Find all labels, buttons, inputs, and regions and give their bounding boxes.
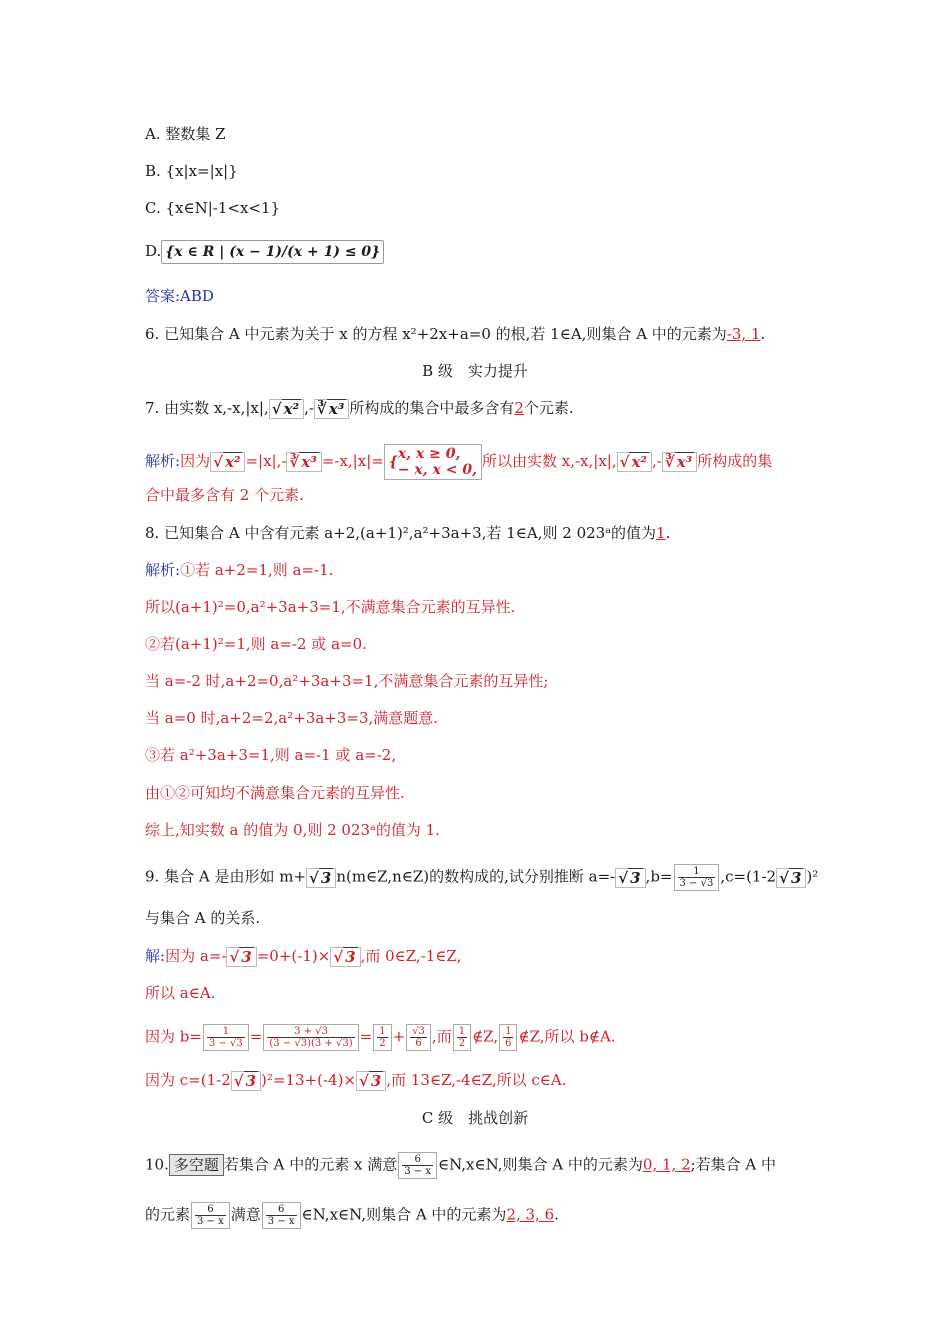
sol9-f3-den: 2 (379, 1038, 386, 1049)
sol9-sqrt2-rad: 3 (345, 948, 356, 966)
sol9-sqrt4: √ 3 (356, 1071, 386, 1091)
question-8 (145, 522, 670, 544)
solution-8-line4: 当 a=-2 时,a+2=0,a²+3a+3=1,不满意集合元素的互异性; (145, 672, 549, 690)
q10-l2-mid2: ∈N,x∈N,则集合 A 中的元素为 (301, 1205, 507, 1224)
q10-mid: ∈N,x∈N,则集合 A 中的元素为 (438, 1155, 643, 1174)
sol9-sqrt3-rad: 3 (245, 1072, 257, 1090)
sol9-f3-num: 1 (379, 1026, 386, 1037)
q10-frac2 (191, 1202, 230, 1229)
solution-9-line1 (145, 945, 461, 967)
q10-f2-num: 6 (195, 1204, 226, 1216)
solution-8-line1 (145, 559, 333, 581)
q10-pre: 若集合 A 中的元素 x 满意 (223, 1155, 398, 1174)
q9-mid2: ,b= (645, 867, 673, 886)
sol9-l3-mid: ,而 (431, 1027, 452, 1046)
sol9-f5-den: 2 (458, 1038, 466, 1049)
q10-frac1 (398, 1152, 437, 1179)
q9-sqrt1: √ 3 (306, 868, 336, 888)
sol9-f5-num: 1 (458, 1026, 466, 1037)
sol9-l3-post: ∉Z,所以 b∉A. (518, 1027, 616, 1046)
q10-frac3 (262, 1202, 301, 1229)
sol7-piece1: x, x ≥ 0, (397, 446, 461, 462)
q9-post: ,c=(1-2 (720, 867, 777, 886)
q6-end: . (760, 325, 766, 343)
sol9-f1-den: 3 − √3 (208, 1038, 243, 1049)
sol7-mid2: =-x,|x|= (321, 452, 384, 470)
q6-text: 6. 已知集合 A 中元素为关于 x 的方程 x²+2x+a=0 的根,若 1∈A,则集合 A 中的元素为 (145, 325, 727, 343)
sol7-mid: =|x|,- (245, 452, 287, 470)
question-6 (145, 323, 765, 345)
q7-sqrt: √ x² (269, 399, 304, 419)
q9-frac-den: 3 − √3 (679, 878, 714, 889)
sol9-l3-mid2: ∉Z, (472, 1027, 499, 1046)
sol7-sqrt-rad: x² (224, 453, 241, 471)
sol7-piecewise: { x, x ≥ 0, − x, x < 0, (384, 444, 482, 480)
q10-f3-den: 3 − x (267, 1216, 295, 1227)
q9-pre: 9. 集合 A 是由形如 m+ (145, 867, 307, 886)
sol9-pre: 因为 a=- (165, 947, 227, 965)
sol9-frac4 (406, 1024, 431, 1051)
sol7-cbrt-rad: x³ (301, 453, 317, 471)
q10-f3-num: 6 (266, 1204, 297, 1216)
sol8-l1: ①若 a+2=1,则 a=-1. (180, 561, 334, 579)
q10-l2-pre: 的元素 (145, 1205, 191, 1224)
q9-mid: n(m∈Z,n∈Z)的数构成的,试分别推断 a=- (336, 867, 616, 886)
sol9-sqrt3: √ 3 (231, 1071, 261, 1091)
option-a: A. 整数集 Z (145, 125, 226, 143)
q9-sqrt2-rad: 3 (630, 868, 641, 887)
level-c-heading: C 级 挑战创新 (421, 1109, 529, 1127)
q9-frac-num: 1 (678, 866, 716, 878)
q7-sqrt-rad: x² (283, 400, 300, 418)
option-c: C. {x∈N|-1<x<1} (145, 199, 281, 217)
sol7-cbrt: ∛ x³ (286, 452, 321, 472)
sol7-post: 所以由实数 x,-x,|x|, (481, 452, 617, 470)
sol9-sqrt4-rad: 3 (370, 1072, 382, 1090)
sol7-sqrt: √ x² (210, 452, 245, 472)
sol9-label: 解: (145, 947, 166, 965)
sol9-mid: =0+(-1)× (256, 947, 331, 965)
solution-9-line2: 所以 a∈A. (145, 984, 216, 1002)
level-b-heading: B 级 实力提升 (422, 362, 528, 380)
q9-frac-b (674, 864, 720, 891)
question-10-line1 (145, 1152, 776, 1179)
option-d (145, 240, 384, 264)
sol7-sqrt-b: √ x² (617, 452, 652, 472)
sol9-frac3 (373, 1024, 391, 1051)
q7-text-pre: 7. 由实数 x,-x,|x|, (145, 399, 269, 417)
q7-sep: ,- (304, 399, 314, 417)
sol9-frac2 (263, 1024, 358, 1051)
sol7-post2: 所构成的集 (697, 452, 773, 470)
option-d-formula: {x ∈ R | (x − 1)/(x + 1) ≤ 0} (161, 240, 384, 264)
q10-f1-den: 3 − x (404, 1166, 431, 1177)
option-d-label: D. (145, 242, 162, 260)
sol9-sqrt1-rad: 3 (241, 948, 252, 966)
q9-sqrt2: √ 3 (615, 868, 645, 888)
question-9-line1 (145, 864, 818, 891)
sol9-frac5 (453, 1024, 471, 1051)
sol9-f4-den: 6 (415, 1038, 422, 1049)
sol9-f6-num: 1 (505, 1026, 512, 1037)
q9-sqrt3: √ 3 (776, 868, 806, 888)
sol7-cbrt-b-rad: x³ (676, 453, 693, 471)
sol9-f2-den: (3 − √3)(3 + √3) (269, 1038, 353, 1049)
sol9-frac1 (203, 1024, 249, 1051)
q10-f2-den: 3 − x (197, 1216, 224, 1227)
q8-blank: 1 (655, 524, 666, 542)
sol9-sqrt2: √ 3 (330, 947, 360, 967)
solution-8-line8: 综上,知实数 a 的值为 0,则 2 023ᵃ的值为 1. (145, 821, 440, 839)
q10-blank1: 0, 1, 2 (642, 1155, 691, 1174)
sol9-f1-num: 1 (207, 1026, 245, 1038)
sol9-l4-pre: 因为 c=(1-2 (145, 1071, 231, 1089)
q9-sqrt3-rad: 3 (790, 868, 802, 887)
sol7-pre: 因为 (180, 452, 211, 470)
sol9-l3-pre: 因为 b= (145, 1027, 202, 1046)
q10-tag: 多空题 (169, 1154, 224, 1176)
q8-text: 8. 已知集合 A 中含有元素 a+2,(a+1)²,a²+3a+3,若 1∈A,则 2 023ᵃ的值为 (145, 524, 656, 542)
q9-sqrt1-rad: 3 (320, 868, 332, 887)
sol9-f6-den: 6 (505, 1038, 512, 1049)
option-b: B. {x|x=|x|} (145, 162, 238, 180)
sol9-sqrt1: √ 3 (226, 947, 256, 967)
sol8-label: 解析: (145, 561, 181, 579)
sol7-sqrt-b-rad: x² (631, 453, 647, 471)
q10-end: . (554, 1205, 559, 1224)
q6-blank: -3, 1 (726, 325, 761, 343)
solution-9-line3: 因为 b= $\frac{1}{3 - √3}$ = $\frac{3 + √3}{(3 - √3)(3 + √3)}$ = $\frac{1}{2}$ + $\frac{√3}{6}$ ,而 $\frac{1}{2}$ ∉Z, $\frac{1}{6}$ ∉Z,所以 b∉A. (145, 1026, 616, 1049)
sol7-label: 解析: (145, 452, 181, 470)
answer-5: 答案:ABD (145, 287, 214, 305)
sol9-f2-num: 3 + √3 (267, 1026, 354, 1038)
question-10-line2 (145, 1202, 559, 1229)
q9-end: )² (806, 867, 819, 886)
q10-post: ;若集合 A 中 (690, 1155, 777, 1174)
sol7-cbrt-b: ∛ x³ (662, 452, 697, 472)
solution-8-line6: ③若 a²+3a+3=1,则 a=-1 或 a=-2, (145, 746, 397, 764)
q10-l2-mid: 满意 (230, 1205, 261, 1224)
solution-8-line5: 当 a=0 时,a+2=2,a²+3a+3=3,满意题意. (145, 709, 439, 727)
solution-8-line3: ②若(a+1)²=1,则 a=-2 或 a=0. (145, 635, 367, 653)
question-7 (145, 397, 574, 419)
q7-cbrt: ∛ x³ (314, 399, 349, 419)
sol9-frac6 (499, 1024, 517, 1051)
sol9-l4-mid: )²=13+(-4)× (261, 1071, 357, 1089)
sol7-piece2: − x, x < 0, (397, 462, 477, 478)
solution-7-line2: 合中最多含有 2 个元素. (145, 486, 304, 504)
solution-8-line7: 由①②可知均不满意集合元素的互异性. (145, 784, 405, 802)
sol9-f4-num: √3 (412, 1026, 425, 1037)
q7-blank: 2 (514, 399, 524, 417)
q7-end: 个元素. (523, 399, 574, 417)
q10-f1-num: 6 (402, 1154, 433, 1166)
solution-7-line1: 解析:因为 √ x² =|x|,- ∛ x³ =-x,|x|= { x, x ≥ 0, − x, x < 0, 所以由实数 x,-x,|x|, √ x² ,- ∛ x³ 所构成的集 (145, 446, 773, 478)
solution-8-line2: 所以(a+1)²=0,a²+3a+3=1,不满意集合元素的互异性. (145, 598, 516, 616)
q7-text-post: 所构成的集合中最多含有 (349, 399, 515, 417)
question-9-line2: 与集合 A 的关系. (145, 909, 261, 927)
sol9-l4-post: ,而 13∈Z,-4∈Z,所以 c∈A. (386, 1071, 567, 1089)
solution-9-line4 (145, 1069, 567, 1091)
q10-blank2: 2, 3, 6 (506, 1205, 555, 1224)
q8-end: . (665, 524, 671, 542)
q7-cbrt-rad: x³ (328, 400, 345, 418)
q10-num: 10. (145, 1155, 169, 1174)
sol9-post: ,而 0∈Z,-1∈Z, (360, 947, 462, 965)
